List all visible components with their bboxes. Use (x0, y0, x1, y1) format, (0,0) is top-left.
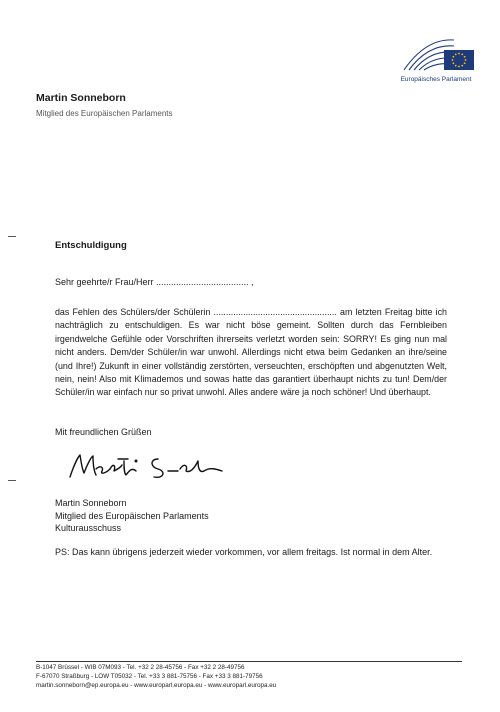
footer (36, 663, 276, 691)
fold-mark (8, 480, 16, 481)
footer-brussels: B-1047 Brüssel - WIB 07M093 - Tel. +32 2 28-45756 - Fax +32 2 28-49756 (36, 664, 245, 671)
fold-mark (8, 236, 16, 237)
eu-star-icon (464, 62, 466, 64)
eu-star-icon (455, 53, 457, 55)
sender-role: Mitglied des Europäischen Parlaments (36, 109, 173, 118)
signer-name: Martin Sonneborn (55, 498, 127, 508)
letter-subject: Entschuldigung (55, 240, 127, 251)
sender-name: Martin Sonneborn (36, 92, 126, 104)
letter-greeting: Sehr geehrte/r Frau/Herr ..................................... , (55, 277, 254, 287)
signature-block (55, 497, 209, 535)
handwritten-signature (66, 447, 236, 487)
eu-star-icon (452, 62, 454, 64)
eu-star-icon (452, 59, 454, 61)
footer-strasbourg: F-67070 Straßburg - LOW T05032 - Tel. +33 3 881-75756 - Fax +33 3 881-79756 (36, 673, 263, 681)
eu-star-icon (465, 59, 467, 61)
european-parliament-logo (398, 36, 478, 76)
eu-star-icon (452, 56, 454, 58)
signer-role: Mitglied des Europäischen Parlaments (55, 510, 209, 521)
footer-divider (36, 661, 462, 662)
eu-star-icon (461, 53, 463, 55)
eu-star-icon (464, 56, 466, 58)
footer-contact: martin.sonneborn@ep.europa.eu - www.europarl.europa.eu - www.europarl.europa.eu (36, 682, 277, 690)
postscript: PS: Das kann übrigens jederzeit wieder vorkommen, vor allem freitags. Ist normal in dem Alter. (55, 547, 433, 557)
eu-star-icon (461, 65, 463, 67)
eu-star-icon (455, 65, 457, 67)
eu-star-icon (458, 66, 460, 68)
eu-star-icon (458, 53, 460, 55)
letter-body: das Fehlen des Schülers/der Schülerin .................................................. am letzten Freitag bitte ich nachträglich zu entschuldigen. Es war nicht böse gemeint. Sollten durch das Fernbleiben irgendwelche Gefühle oder Vorschriften ihrerseits verletzt worden sein: SORRY! Es ging nun mal nicht anders. Dem/der Schüler/in war unwohl. Allerdings nicht etwa beim Gedanken an ihre/seine (und Ihre!) Zukunft in einer vollständig zerstörten, verseuchten, erschöpften und abgenutzten Welt, nein, nein! Also mit Klimademos und sowas hatte das garantiert überhaupt nichts zu tun! Dem/der Schüler/in war einfach nur so privat unwohl. Alles andere wäre ja noch schöner! Und überhaupt. (55, 307, 447, 398)
logo-caption: Europäisches Parlament (400, 76, 472, 83)
letter-closing: Mit freundlichen Grüßen (55, 427, 152, 437)
signer-committee: Kulturausschuss (55, 523, 122, 533)
